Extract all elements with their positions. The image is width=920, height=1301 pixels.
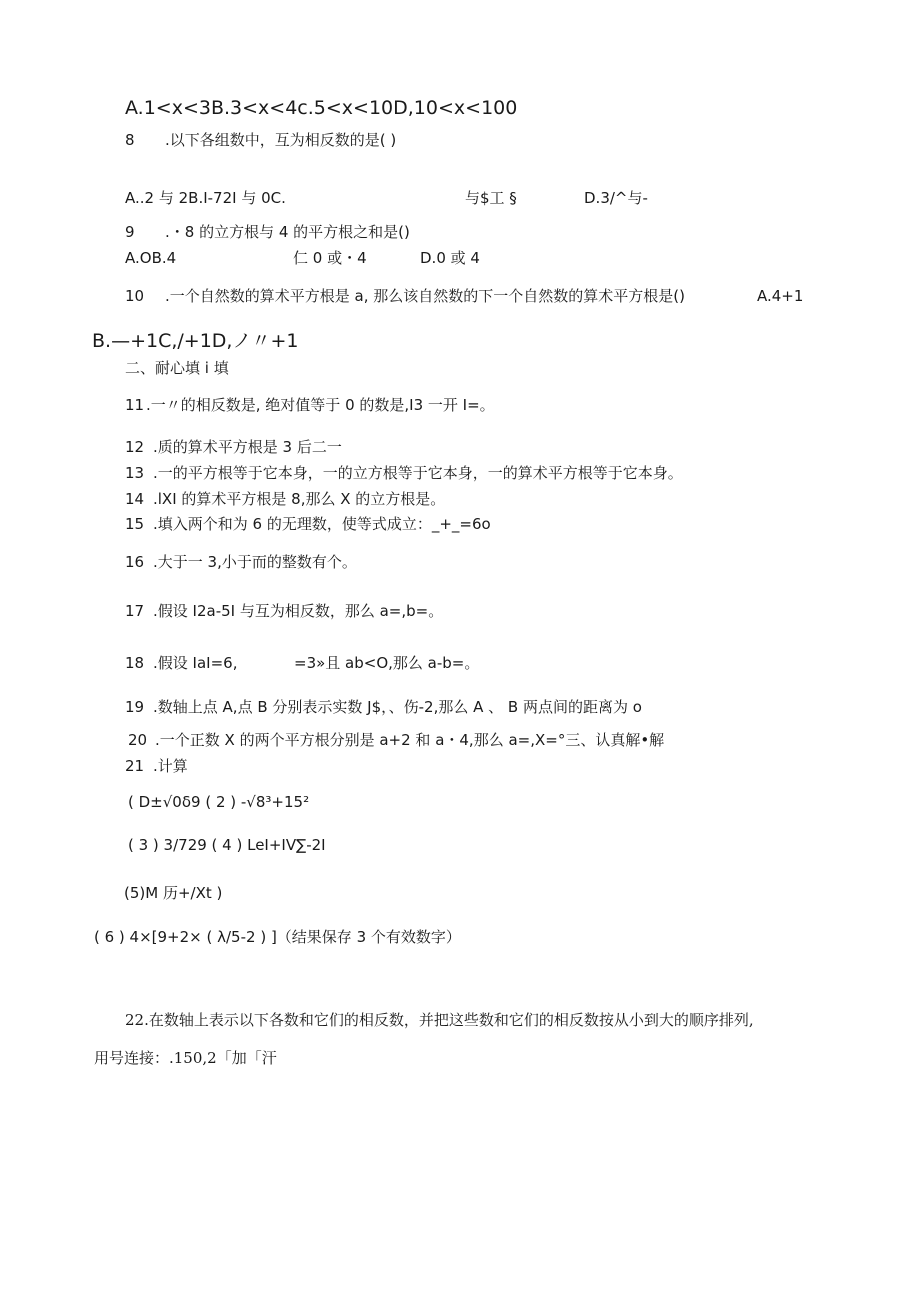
q17-text: .假设 I2a-5I 与互为相反数，那么 a=,b=。 [153, 602, 444, 620]
q9-options-ab: A.OB.4 [125, 249, 177, 267]
q22-line-2: 用号连接：.150,2「加「汗 [94, 1049, 277, 1067]
q8-text: .以下各组数中，互为相反数的是( ) [165, 131, 397, 149]
q10-options-bcd: B.—+1C,/+1D,ノ〃+1 [92, 330, 299, 352]
q16-number: 16 [125, 553, 145, 571]
q8-options-ab: A..2 与 2B.I-72I 与 0C. [125, 189, 286, 207]
q17-number: 17 [125, 602, 145, 620]
q18-text-b: =3»且 ab<O,那么 a-b=。 [294, 654, 480, 672]
q19-text: .数轴上点 A,点 B 分别表示实数 J$，、伤-2,那么 A 、 B 两点间的距离为 o [153, 698, 642, 716]
q18-number: 18 [125, 654, 145, 672]
q9-text: .・8 的立方根与 4 的平方根之和是() [165, 223, 410, 241]
q13-number: 13 [125, 464, 145, 482]
q10-option-a: A.4+1 [757, 287, 804, 305]
q7-options: A.1<x<3B.3<x<4c.5<x<10D,10<x<100 [125, 97, 518, 119]
q10-number: 10 [125, 287, 145, 305]
q8-number: 8 [125, 131, 135, 149]
q20-number: 20 [128, 731, 148, 749]
calc-line-1: ( D±√0δ9 ( 2 ) -√8³+15² [128, 793, 310, 811]
q12-text: .质的算术平方根是 3 后二一 [153, 438, 342, 456]
q20-text: .一个正数 X 的两个平方根分别是 a+2 和 a・4,那么 a=,X=°三、认真解•解 [155, 731, 665, 749]
q16-text: .大于一 3,小于而的整数有个。 [153, 553, 357, 571]
q9-option-d: D.0 或 4 [420, 249, 480, 267]
q9-option-c: 仁 0 或・4 [293, 249, 367, 267]
q8-option-d: D.3/^与- [584, 189, 648, 207]
q9-number: 9 [125, 223, 135, 241]
q8-option-c: 与$工 § [465, 189, 517, 207]
q14-number: 14 [125, 490, 145, 508]
q21-text: .计算 [153, 757, 188, 775]
q18-text-a: .假设 IaI=6, [153, 654, 238, 672]
q22-line-1: 22.在数轴上表示以下各数和它们的相反数，并把这些数和它们的相反数按从小到大的顺序排列, [125, 1011, 754, 1029]
q21-number: 21 [125, 757, 145, 775]
section2-title: 二、耐心填 i 填 [125, 359, 229, 377]
q11-text: .一〃的相反数是, 绝对值等于 0 的数是,I3 一开 I=。 [146, 396, 495, 414]
q10-text: .一个自然数的算术平方根是 a, 那么该自然数的下一个自然数的算术平方根是() [165, 287, 685, 305]
q19-number: 19 [125, 698, 145, 716]
q11-number: 11 [125, 396, 145, 414]
calc-line-3: (5)M 历+/Xt ) [124, 884, 223, 902]
calc-line-2: ( 3 ) 3/729 ( 4 ) LeI+IV∑-2I [128, 836, 326, 854]
q12-number: 12 [125, 438, 145, 456]
q14-text: .lXI 的算术平方根是 8,那么 X 的立方根是。 [153, 490, 446, 508]
q15-number: 15 [125, 515, 145, 533]
calc-line-4: ( 6 ) 4×[9+2× ( λ/5-2 ) ]（结果保存 3 个有效数字） [94, 928, 461, 946]
q13-text: .一的平方根等于它本身，一的立方根等于它本身，一的算术平方根等于它本身。 [153, 464, 683, 482]
q15-text: .填入两个和为 6 的无理数，使等式成立：_+_=6o [153, 515, 491, 533]
